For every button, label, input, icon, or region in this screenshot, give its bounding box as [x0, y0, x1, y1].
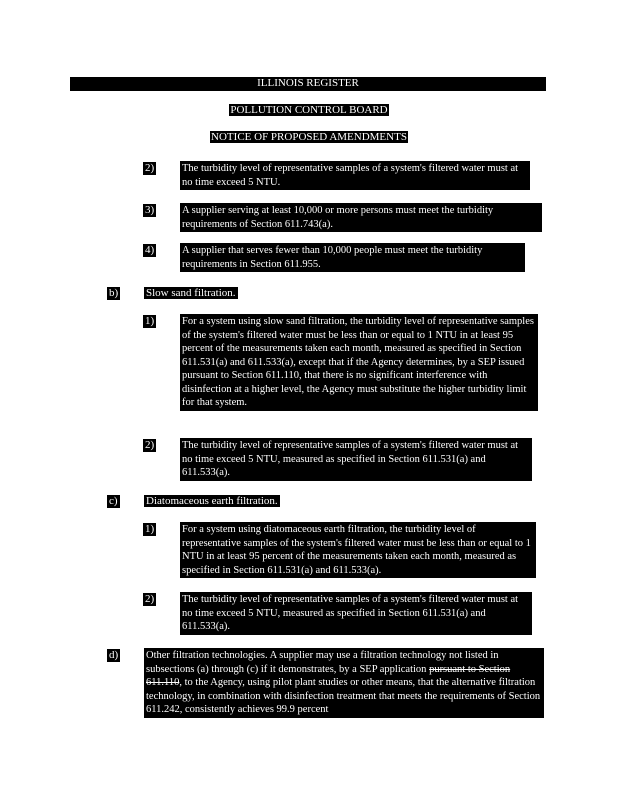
- paragraph: [180, 203, 542, 232]
- section-title-text: Diatomaceous earth filtration.: [146, 495, 278, 507]
- item-number: 4): [145, 244, 155, 256]
- paragraph: [180, 243, 525, 272]
- paragraph-text: A supplier serving at least 10,000 or more persons must meet the turbidity requirements of Section 611.743(a).: [180, 203, 542, 232]
- paragraph: [180, 438, 532, 481]
- section-title-text: Slow sand filtration.: [146, 287, 236, 299]
- notice-title: [0, 131, 618, 143]
- notice-title-text: NOTICE OF PROPOSED AMENDMENTS: [211, 131, 407, 143]
- paragraph: [180, 592, 532, 635]
- board-title: [0, 104, 618, 116]
- paragraph-text: The turbidity level of representative samples of a system's filtered water must at no time exceed 5 NTU.: [180, 161, 530, 190]
- text-before-strike: Other filtration technologies. A supplier may use a filtration technology not listed in subsections (a) through (c) if it demonstrates, by a SEP application: [146, 650, 499, 675]
- item-number: 2): [145, 162, 155, 174]
- paragraph-text: For a system using slow sand filtration, the turbidity level of representative samples of the system's filtered water must be less than or equal to 1 NTU in at least 95 percent of the measurements taken each month, measured as specified in Section 611.531(a) and 611.533(a), except that if the Agency determines, by a SEP issued pursuant to Section 611.110, that there is no significant interference with disinfection at a higher level, the Agency must substitute the higher turbidity limit for that system.: [180, 314, 538, 411]
- item-number: 3): [145, 204, 155, 216]
- section-title: [144, 495, 280, 508]
- paragraph-text: The turbidity level of representative samples of a system's filtered water must at no time exceed 5 NTU, measured as specified in Section 611.531(a) and 611.533(a).: [180, 438, 532, 481]
- section-label: d): [109, 649, 119, 661]
- paragraph-text: The turbidity level of representative samples of a system's filtered water must at no time exceed 5 NTU, measured as specified in Section 611.531(a) and 611.533(a).: [180, 592, 532, 635]
- paragraph-text: For a system using diatomaceous earth filtration, the turbidity level of representative samples of the system's filtered water must be less than or equal to 1 NTU in at least 95 percent of the measurements taken each month, measured as specified in Section 611.531(a) and 611.533(a).: [180, 522, 536, 578]
- struck-text: pursuant to Section 611.110: [146, 663, 511, 688]
- paragraph-text: A supplier that serves fewer than 10,000 people must meet the turbidity requirements in Section 611.955.: [180, 243, 525, 272]
- item-number: 1): [145, 523, 155, 535]
- register-title: ILLINOIS REGISTER: [257, 77, 359, 89]
- section-label: b): [109, 287, 119, 299]
- paragraph: [180, 161, 530, 190]
- item-number: 2): [145, 593, 155, 605]
- section-label: c): [109, 495, 118, 507]
- board-title-text: POLLUTION CONTROL BOARD: [230, 104, 388, 116]
- paragraph: [144, 648, 544, 718]
- paragraph-text: [144, 648, 544, 718]
- paragraph: [180, 522, 536, 578]
- item-number: 2): [145, 439, 155, 451]
- section-title: [144, 287, 238, 300]
- item-number: 1): [145, 315, 155, 327]
- text-after-strike: , to the Agency, using pilot plant studies or other means, that the alternative filtration technology, in combination with disinfection treatment that meets the requirements of Section 611.242, consistently achieves 99.9 percent: [146, 677, 541, 715]
- paragraph: [180, 314, 538, 411]
